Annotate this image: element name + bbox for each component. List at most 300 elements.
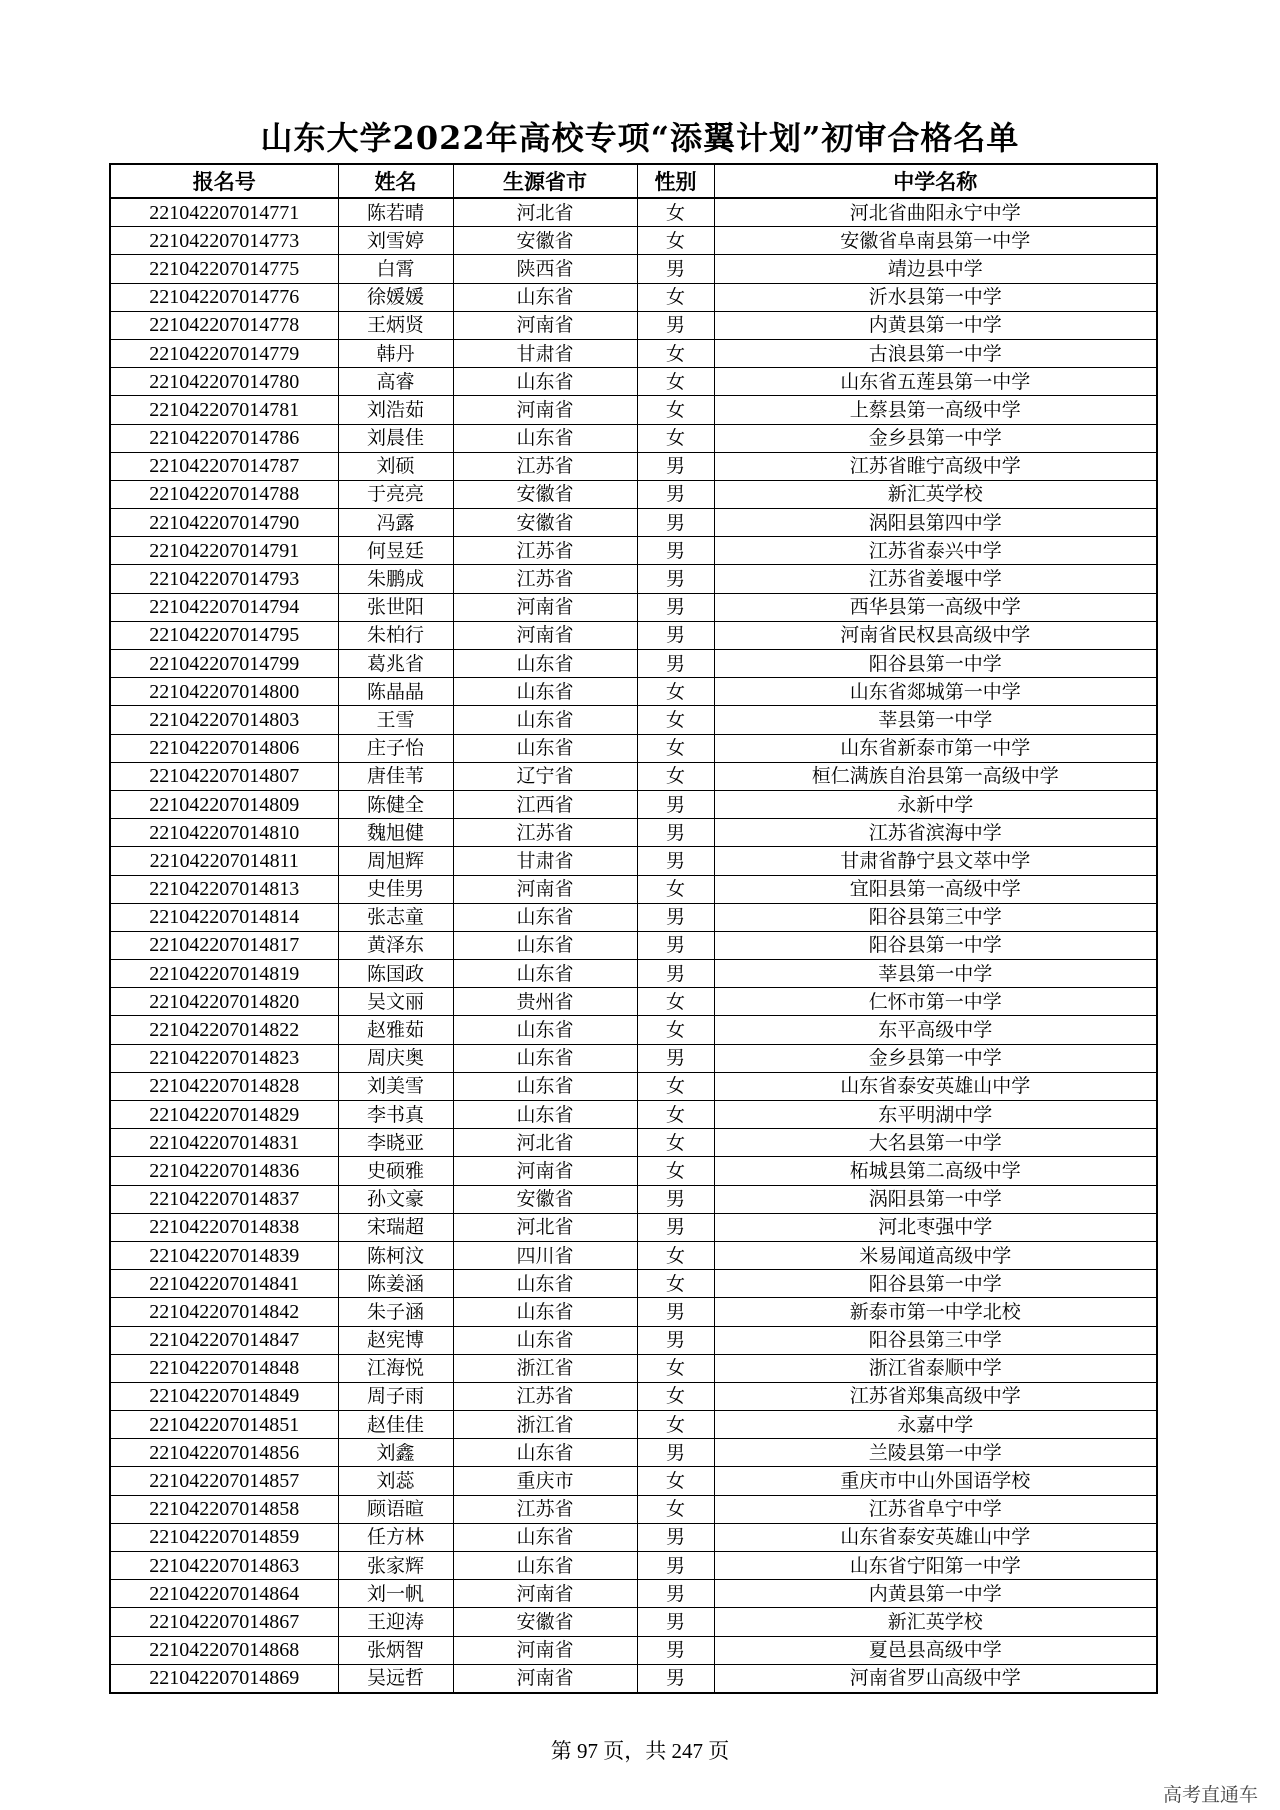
table-row (110, 1467, 1157, 1495)
school-name-cell: 江苏省泰兴中学 (714, 537, 1157, 565)
registration-number-cell: 221042207014810 (110, 819, 338, 847)
table-row (110, 1495, 1157, 1523)
registration-number-cell: 221042207014829 (110, 1101, 338, 1129)
province-cell: 山东省 (453, 1523, 637, 1551)
registration-number-cell: 221042207014837 (110, 1185, 338, 1213)
registration-number-cell: 221042207014863 (110, 1552, 338, 1580)
table-row (110, 678, 1157, 706)
gender-cell: 女 (637, 1411, 714, 1439)
province-cell: 山东省 (453, 678, 637, 706)
gender-cell: 男 (637, 650, 714, 678)
gender-cell: 男 (637, 1185, 714, 1213)
table-row (110, 565, 1157, 593)
school-name-cell: 永新中学 (714, 790, 1157, 818)
table-row (110, 1101, 1157, 1129)
gender-cell: 女 (637, 283, 714, 311)
registration-number-cell: 221042207014779 (110, 339, 338, 367)
province-cell: 山东省 (453, 1044, 637, 1072)
province-cell: 山东省 (453, 1016, 637, 1044)
table-row (110, 1270, 1157, 1298)
school-name-cell: 米易闻道高级中学 (714, 1241, 1157, 1269)
student-name-cell: 韩丹 (338, 339, 453, 367)
registration-number-cell: 221042207014780 (110, 368, 338, 396)
table-row (110, 1072, 1157, 1100)
gender-cell: 男 (637, 621, 714, 649)
student-name-cell: 于亮亮 (338, 480, 453, 508)
table-row (110, 1439, 1157, 1467)
gender-cell: 男 (637, 819, 714, 847)
gender-cell: 女 (637, 339, 714, 367)
student-name-cell: 宋瑞超 (338, 1213, 453, 1241)
registration-number-cell: 221042207014799 (110, 650, 338, 678)
gender-cell: 女 (637, 734, 714, 762)
school-name-cell: 山东省宁阳第一中学 (714, 1552, 1157, 1580)
school-name-cell: 山东省泰安英雄山中学 (714, 1072, 1157, 1100)
gender-cell: 男 (637, 1608, 714, 1636)
registration-number-cell: 221042207014807 (110, 762, 338, 790)
table-row (110, 480, 1157, 508)
registration-number-cell: 221042207014859 (110, 1523, 338, 1551)
student-name-cell: 魏旭健 (338, 819, 453, 847)
registration-number-cell: 221042207014786 (110, 424, 338, 452)
registration-number-cell: 221042207014823 (110, 1044, 338, 1072)
province-cell: 安徽省 (453, 509, 637, 537)
student-name-cell: 高睿 (338, 368, 453, 396)
province-cell: 贵州省 (453, 988, 637, 1016)
gender-cell: 女 (637, 396, 714, 424)
gender-cell: 女 (637, 1101, 714, 1129)
gender-cell: 女 (637, 368, 714, 396)
registration-number-cell: 221042207014775 (110, 255, 338, 283)
province-cell: 山东省 (453, 1270, 637, 1298)
student-name-cell: 赵雅茹 (338, 1016, 453, 1044)
school-name-cell: 柘城县第二高级中学 (714, 1157, 1157, 1185)
registration-number-cell: 221042207014809 (110, 790, 338, 818)
gender-cell: 男 (637, 1580, 714, 1608)
student-name-cell: 何昱廷 (338, 537, 453, 565)
student-name-cell: 任方林 (338, 1523, 453, 1551)
student-name-cell: 史硕雅 (338, 1157, 453, 1185)
gender-cell: 男 (637, 480, 714, 508)
school-name-cell: 仁怀市第一中学 (714, 988, 1157, 1016)
student-name-cell: 刘雪婷 (338, 227, 453, 255)
student-name-cell: 陈国政 (338, 960, 453, 988)
school-name-cell: 东平高级中学 (714, 1016, 1157, 1044)
province-cell: 山东省 (453, 424, 637, 452)
province-cell: 河南省 (453, 1580, 637, 1608)
student-name-cell: 吴远哲 (338, 1664, 453, 1693)
student-name-cell: 张炳智 (338, 1636, 453, 1664)
table-row (110, 931, 1157, 959)
gender-cell: 女 (637, 1270, 714, 1298)
table-row (110, 903, 1157, 931)
province-cell: 河南省 (453, 621, 637, 649)
student-name-cell: 陈健全 (338, 790, 453, 818)
province-cell: 浙江省 (453, 1411, 637, 1439)
gender-cell: 女 (637, 678, 714, 706)
table-row (110, 960, 1157, 988)
school-name-cell: 金乡县第一中学 (714, 1044, 1157, 1072)
province-cell: 河南省 (453, 1636, 637, 1664)
province-cell: 河南省 (453, 1664, 637, 1693)
gender-cell: 男 (637, 903, 714, 931)
table-row (110, 1326, 1157, 1354)
student-name-cell: 陈姜涵 (338, 1270, 453, 1298)
registration-number-cell: 221042207014813 (110, 875, 338, 903)
school-name-cell: 江苏省睢宁高级中学 (714, 452, 1157, 480)
table-row (110, 255, 1157, 283)
province-cell: 山东省 (453, 1552, 637, 1580)
column-header-name: 姓名 (338, 164, 453, 198)
province-cell: 重庆市 (453, 1467, 637, 1495)
province-cell: 江苏省 (453, 452, 637, 480)
province-cell: 浙江省 (453, 1354, 637, 1382)
student-name-cell: 刘蕊 (338, 1467, 453, 1495)
province-cell: 山东省 (453, 1326, 637, 1354)
gender-cell: 男 (637, 1439, 714, 1467)
student-name-cell: 朱柏行 (338, 621, 453, 649)
student-name-cell: 周庆奥 (338, 1044, 453, 1072)
gender-cell: 女 (637, 227, 714, 255)
school-name-cell: 夏邑县高级中学 (714, 1636, 1157, 1664)
province-cell: 河南省 (453, 311, 637, 339)
registration-number-cell: 221042207014773 (110, 227, 338, 255)
table-row (110, 1185, 1157, 1213)
province-cell: 江苏省 (453, 1382, 637, 1410)
province-cell: 安徽省 (453, 1608, 637, 1636)
table-row (110, 227, 1157, 255)
registration-number-cell: 221042207014820 (110, 988, 338, 1016)
table-header-row (110, 164, 1157, 198)
watermark: 高考直通车 (1162, 1784, 1258, 1806)
student-name-cell: 周子雨 (338, 1382, 453, 1410)
student-name-cell: 黄泽东 (338, 931, 453, 959)
gender-cell: 女 (637, 424, 714, 452)
school-name-cell: 莘县第一中学 (714, 706, 1157, 734)
registration-number-cell: 221042207014848 (110, 1354, 338, 1382)
student-name-cell: 徐媛媛 (338, 283, 453, 311)
student-name-cell: 王雪 (338, 706, 453, 734)
school-name-cell: 沂水县第一中学 (714, 283, 1157, 311)
registration-number-cell: 221042207014839 (110, 1241, 338, 1269)
registration-number-cell: 221042207014858 (110, 1495, 338, 1523)
table-row (110, 1636, 1157, 1664)
gender-cell: 女 (637, 1129, 714, 1157)
student-name-cell: 庄子怡 (338, 734, 453, 762)
student-name-cell: 王炳贤 (338, 311, 453, 339)
registration-number-cell: 221042207014819 (110, 960, 338, 988)
student-name-cell: 陈若晴 (338, 198, 453, 227)
gender-cell: 男 (637, 1664, 714, 1693)
registration-number-cell: 221042207014868 (110, 1636, 338, 1664)
province-cell: 甘肃省 (453, 847, 637, 875)
province-cell: 山东省 (453, 706, 637, 734)
gender-cell: 男 (637, 1213, 714, 1241)
registration-number-cell: 221042207014836 (110, 1157, 338, 1185)
student-name-cell: 刘美雪 (338, 1072, 453, 1100)
school-name-cell: 莘县第一中学 (714, 960, 1157, 988)
gender-cell: 男 (637, 593, 714, 621)
table-row (110, 593, 1157, 621)
student-name-cell: 刘硕 (338, 452, 453, 480)
province-cell: 山东省 (453, 1072, 637, 1100)
gender-cell: 男 (637, 1326, 714, 1354)
school-name-cell: 宜阳县第一高级中学 (714, 875, 1157, 903)
registration-number-cell: 221042207014790 (110, 509, 338, 537)
registration-number-cell: 221042207014800 (110, 678, 338, 706)
table-row (110, 762, 1157, 790)
table-row (110, 1044, 1157, 1072)
table-row (110, 1552, 1157, 1580)
school-name-cell: 江苏省滨海中学 (714, 819, 1157, 847)
student-name-cell: 李书真 (338, 1101, 453, 1129)
page-number: 第 97 页，共 247 页 (550, 1739, 730, 1763)
student-name-cell: 史佳男 (338, 875, 453, 903)
table-row (110, 509, 1157, 537)
province-cell: 安徽省 (453, 227, 637, 255)
registration-number-cell: 221042207014776 (110, 283, 338, 311)
student-name-cell: 吴文丽 (338, 988, 453, 1016)
column-header-registration-number: 报名号 (110, 164, 338, 198)
province-cell: 山东省 (453, 1439, 637, 1467)
student-name-cell: 刘晨佳 (338, 424, 453, 452)
registration-number-cell: 221042207014814 (110, 903, 338, 931)
student-name-cell: 葛兆省 (338, 650, 453, 678)
registration-number-cell: 221042207014771 (110, 198, 338, 227)
province-cell: 陕西省 (453, 255, 637, 283)
gender-cell: 女 (637, 1157, 714, 1185)
table-row (110, 1129, 1157, 1157)
school-name-cell: 江苏省阜宁中学 (714, 1495, 1157, 1523)
gender-cell: 女 (637, 1382, 714, 1410)
school-name-cell: 山东省新泰市第一中学 (714, 734, 1157, 762)
registration-number-cell: 221042207014857 (110, 1467, 338, 1495)
gender-cell: 男 (637, 847, 714, 875)
table-row (110, 339, 1157, 367)
school-name-cell: 浙江省泰顺中学 (714, 1354, 1157, 1382)
table-row (110, 1523, 1157, 1551)
table-row (110, 819, 1157, 847)
school-name-cell: 涡阳县第一中学 (714, 1185, 1157, 1213)
school-name-cell: 东平明湖中学 (714, 1101, 1157, 1129)
table-row (110, 847, 1157, 875)
student-name-cell: 江海悦 (338, 1354, 453, 1382)
registration-number-cell: 221042207014811 (110, 847, 338, 875)
school-name-cell: 河北枣强中学 (714, 1213, 1157, 1241)
gender-cell: 男 (637, 452, 714, 480)
gender-cell: 男 (637, 931, 714, 959)
province-cell: 河北省 (453, 198, 637, 227)
province-cell: 山东省 (453, 283, 637, 311)
registration-number-cell: 221042207014778 (110, 311, 338, 339)
registration-number-cell: 221042207014791 (110, 537, 338, 565)
school-name-cell: 阳谷县第一中学 (714, 650, 1157, 678)
table-row (110, 1213, 1157, 1241)
student-name-cell: 陈柯汶 (338, 1241, 453, 1269)
school-name-cell: 西华县第一高级中学 (714, 593, 1157, 621)
registration-number-cell: 221042207014849 (110, 1382, 338, 1410)
gender-cell: 男 (637, 960, 714, 988)
province-cell: 甘肃省 (453, 339, 637, 367)
student-name-cell: 赵佳佳 (338, 1411, 453, 1439)
school-name-cell: 金乡县第一中学 (714, 424, 1157, 452)
table-row (110, 198, 1157, 227)
gender-cell: 男 (637, 565, 714, 593)
gender-cell: 女 (637, 1495, 714, 1523)
school-name-cell: 甘肃省静宁县文萃中学 (714, 847, 1157, 875)
gender-cell: 男 (637, 1044, 714, 1072)
province-cell: 河南省 (453, 875, 637, 903)
gender-cell: 女 (637, 875, 714, 903)
province-cell: 山东省 (453, 368, 637, 396)
province-cell: 江西省 (453, 790, 637, 818)
registration-number-cell: 221042207014847 (110, 1326, 338, 1354)
gender-cell: 女 (637, 706, 714, 734)
school-name-cell: 江苏省姜堰中学 (714, 565, 1157, 593)
table-row (110, 1354, 1157, 1382)
student-name-cell: 唐佳苇 (338, 762, 453, 790)
province-cell: 江苏省 (453, 565, 637, 593)
gender-cell: 女 (637, 1072, 714, 1100)
student-name-cell: 周旭辉 (338, 847, 453, 875)
school-name-cell: 河北省曲阳永宁中学 (714, 198, 1157, 227)
table-row (110, 734, 1157, 762)
table-row (110, 1298, 1157, 1326)
gender-cell: 男 (637, 790, 714, 818)
gender-cell: 女 (637, 1354, 714, 1382)
registration-number-cell: 221042207014856 (110, 1439, 338, 1467)
province-cell: 山东省 (453, 903, 637, 931)
province-cell: 江苏省 (453, 1495, 637, 1523)
school-name-cell: 新汇英学校 (714, 480, 1157, 508)
student-name-cell: 刘一帆 (338, 1580, 453, 1608)
table-row (110, 537, 1157, 565)
table-row (110, 988, 1157, 1016)
gender-cell: 女 (637, 762, 714, 790)
table-row (110, 1016, 1157, 1044)
school-name-cell: 山东省五莲县第一中学 (714, 368, 1157, 396)
gender-cell: 男 (637, 509, 714, 537)
school-name-cell: 河南省罗山高级中学 (714, 1664, 1157, 1693)
province-cell: 山东省 (453, 650, 637, 678)
column-header-gender: 性别 (637, 164, 714, 198)
school-name-cell: 内黄县第一中学 (714, 1580, 1157, 1608)
school-name-cell: 靖边县中学 (714, 255, 1157, 283)
table-body (110, 198, 1157, 1693)
school-name-cell: 阳谷县第一中学 (714, 931, 1157, 959)
registration-number-cell: 221042207014793 (110, 565, 338, 593)
student-name-cell: 刘浩茹 (338, 396, 453, 424)
registration-number-cell: 221042207014794 (110, 593, 338, 621)
province-cell: 辽宁省 (453, 762, 637, 790)
student-name-cell: 张志童 (338, 903, 453, 931)
roster-table (109, 163, 1158, 1694)
school-name-cell: 内黄县第一中学 (714, 311, 1157, 339)
province-cell: 河南省 (453, 593, 637, 621)
province-cell: 山东省 (453, 1101, 637, 1129)
school-name-cell: 大名县第一中学 (714, 1129, 1157, 1157)
registration-number-cell: 221042207014817 (110, 931, 338, 959)
table-row (110, 368, 1157, 396)
school-name-cell: 上蔡县第一高级中学 (714, 396, 1157, 424)
registration-number-cell: 221042207014867 (110, 1608, 338, 1636)
table-row (110, 1382, 1157, 1410)
province-cell: 四川省 (453, 1241, 637, 1269)
gender-cell: 女 (637, 1241, 714, 1269)
school-name-cell: 安徽省阜南县第一中学 (714, 227, 1157, 255)
registration-number-cell: 221042207014841 (110, 1270, 338, 1298)
province-cell: 安徽省 (453, 1185, 637, 1213)
province-cell: 山东省 (453, 960, 637, 988)
student-name-cell: 李晓亚 (338, 1129, 453, 1157)
school-name-cell: 山东省泰安英雄山中学 (714, 1523, 1157, 1551)
table-row (110, 424, 1157, 452)
school-name-cell: 江苏省郑集高级中学 (714, 1382, 1157, 1410)
student-name-cell: 冯露 (338, 509, 453, 537)
registration-number-cell: 221042207014831 (110, 1129, 338, 1157)
school-name-cell: 阳谷县第三中学 (714, 903, 1157, 931)
table-row (110, 1411, 1157, 1439)
gender-cell: 男 (637, 1523, 714, 1551)
school-name-cell: 阳谷县第一中学 (714, 1270, 1157, 1298)
school-name-cell: 重庆市中山外国语学校 (714, 1467, 1157, 1495)
table-row (110, 452, 1157, 480)
column-header-province: 生源省市 (453, 164, 637, 198)
table-row (110, 311, 1157, 339)
registration-number-cell: 221042207014822 (110, 1016, 338, 1044)
school-name-cell: 桓仁满族自治县第一高级中学 (714, 762, 1157, 790)
gender-cell: 男 (637, 1552, 714, 1580)
student-name-cell: 朱子涵 (338, 1298, 453, 1326)
registration-number-cell: 221042207014787 (110, 452, 338, 480)
school-name-cell: 永嘉中学 (714, 1411, 1157, 1439)
student-name-cell: 孙文豪 (338, 1185, 453, 1213)
province-cell: 山东省 (453, 1298, 637, 1326)
registration-number-cell: 221042207014803 (110, 706, 338, 734)
student-name-cell: 张世阳 (338, 593, 453, 621)
table-row (110, 706, 1157, 734)
registration-number-cell: 221042207014828 (110, 1072, 338, 1100)
province-cell: 安徽省 (453, 480, 637, 508)
table-row (110, 283, 1157, 311)
table-row (110, 1241, 1157, 1269)
province-cell: 河南省 (453, 396, 637, 424)
table-row (110, 1608, 1157, 1636)
student-name-cell: 朱鹏成 (338, 565, 453, 593)
table-row (110, 1157, 1157, 1185)
province-cell: 山东省 (453, 931, 637, 959)
registration-number-cell: 221042207014781 (110, 396, 338, 424)
school-name-cell: 涡阳县第四中学 (714, 509, 1157, 537)
student-name-cell: 陈晶晶 (338, 678, 453, 706)
student-name-cell: 张家辉 (338, 1552, 453, 1580)
gender-cell: 男 (637, 255, 714, 283)
table-row (110, 396, 1157, 424)
student-name-cell: 顾语暄 (338, 1495, 453, 1523)
table-row (110, 1580, 1157, 1608)
table-row (110, 650, 1157, 678)
school-name-cell: 山东省郯城第一中学 (714, 678, 1157, 706)
province-cell: 河北省 (453, 1213, 637, 1241)
province-cell: 河南省 (453, 1157, 637, 1185)
school-name-cell: 河南省民权县高级中学 (714, 621, 1157, 649)
province-cell: 江苏省 (453, 819, 637, 847)
registration-number-cell: 221042207014864 (110, 1580, 338, 1608)
registration-number-cell: 221042207014795 (110, 621, 338, 649)
gender-cell: 男 (637, 311, 714, 339)
registration-number-cell: 221042207014788 (110, 480, 338, 508)
gender-cell: 男 (637, 1636, 714, 1664)
